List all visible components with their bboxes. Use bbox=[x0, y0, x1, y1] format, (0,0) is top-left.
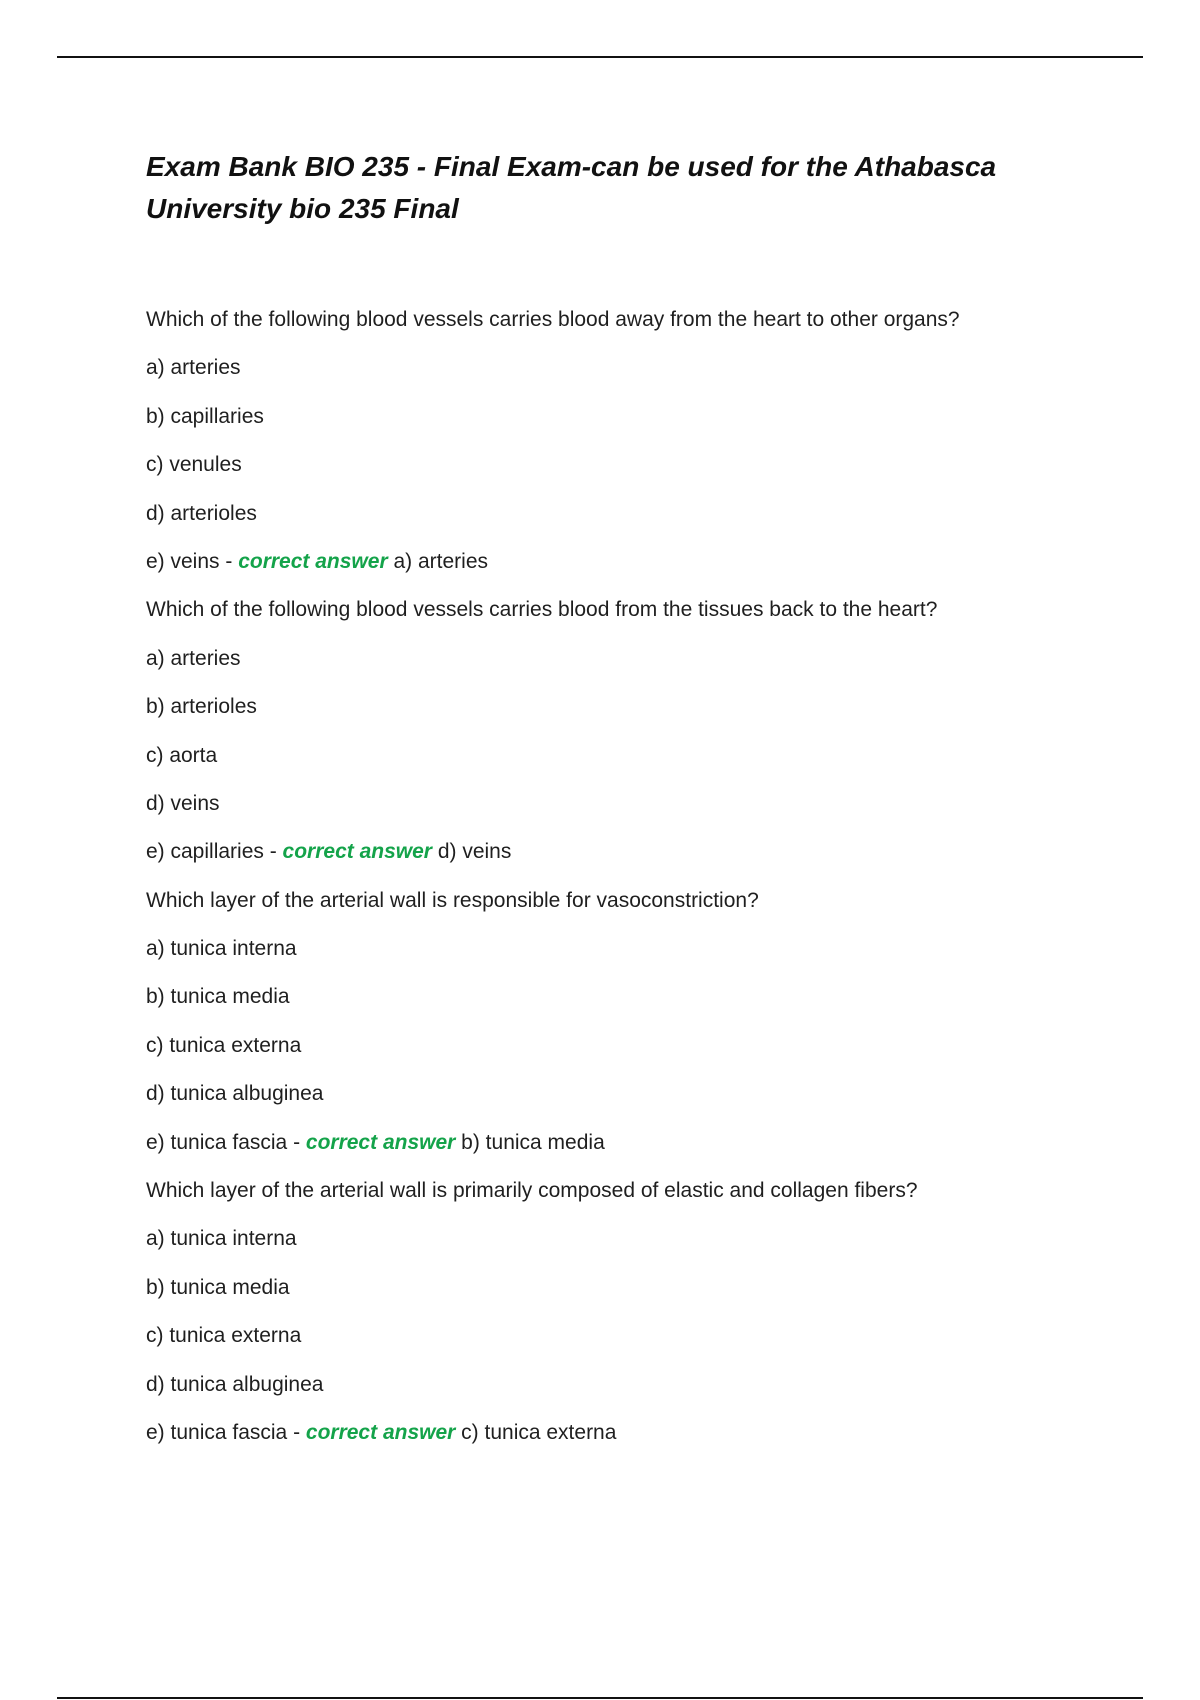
question-text: Which of the following blood vessels carries blood from the tissues back to the heart? bbox=[146, 598, 938, 622]
answer-option: a) tunica interna bbox=[146, 1227, 297, 1251]
question-block bbox=[146, 586, 1096, 876]
answer-option-last bbox=[146, 1409, 1096, 1457]
correct-answer-value: d) veins bbox=[437, 840, 512, 864]
question-block bbox=[146, 296, 1096, 586]
question-text: Which layer of the arterial wall is responsible for vasoconstriction? bbox=[146, 888, 759, 912]
answer-option: b) tunica media bbox=[146, 1275, 290, 1299]
last-option-text: e) tunica fascia - bbox=[146, 1130, 306, 1154]
correct-answer-value: a) arteries bbox=[393, 549, 488, 573]
answer-option-last bbox=[146, 828, 1096, 876]
answer-option: c) tunica externa bbox=[146, 1324, 302, 1348]
answer-option: d) veins bbox=[146, 791, 220, 815]
correct-answer-label: correct answer bbox=[238, 549, 388, 573]
question-block bbox=[146, 877, 1096, 1167]
question-list bbox=[146, 296, 1096, 1457]
correct-answer-label: correct answer bbox=[305, 1130, 456, 1154]
correct-answer-value: b) tunica media bbox=[461, 1130, 605, 1154]
bottom-rule bbox=[57, 1697, 1143, 1699]
correct-answer-label: correct answer bbox=[305, 1420, 456, 1444]
answer-option: a) tunica interna bbox=[146, 937, 297, 961]
title-line-1: Exam Bank BIO 235 - Final Exam-can be used for the Athabasca bbox=[146, 151, 997, 182]
answer-option-last bbox=[146, 1119, 1096, 1167]
top-rule bbox=[57, 56, 1143, 58]
answer-option: d) tunica albuginea bbox=[146, 1372, 324, 1396]
answer-option: d) arterioles bbox=[146, 501, 257, 525]
title-line-2: University bio 235 Final bbox=[146, 193, 459, 224]
question-text: Which layer of the arterial wall is primarily composed of elastic and collagen fibers? bbox=[146, 1179, 918, 1203]
last-option-text: e) tunica fascia - bbox=[146, 1420, 306, 1444]
correct-answer-value: c) tunica externa bbox=[461, 1420, 617, 1444]
answer-option: a) arteries bbox=[146, 356, 241, 380]
correct-answer-label: correct answer bbox=[282, 840, 432, 864]
answer-option-last bbox=[146, 538, 1096, 586]
answer-option: d) tunica albuginea bbox=[146, 1082, 324, 1106]
answer-option: b) tunica media bbox=[146, 985, 290, 1009]
answer-option: c) venules bbox=[146, 453, 242, 477]
answer-option: c) tunica externa bbox=[146, 1033, 302, 1057]
last-option-text: e) veins - bbox=[146, 549, 239, 573]
question-block bbox=[146, 1167, 1096, 1457]
document-title bbox=[146, 146, 1096, 230]
answer-option: b) capillaries bbox=[146, 404, 264, 428]
document-body bbox=[146, 146, 1096, 1457]
answer-option: b) arterioles bbox=[146, 695, 257, 719]
answer-option: a) arteries bbox=[146, 646, 241, 670]
answer-option: c) aorta bbox=[146, 743, 218, 767]
last-option-text: e) capillaries - bbox=[146, 840, 283, 864]
question-text: Which of the following blood vessels carries blood away from the heart to other organs? bbox=[146, 308, 960, 331]
